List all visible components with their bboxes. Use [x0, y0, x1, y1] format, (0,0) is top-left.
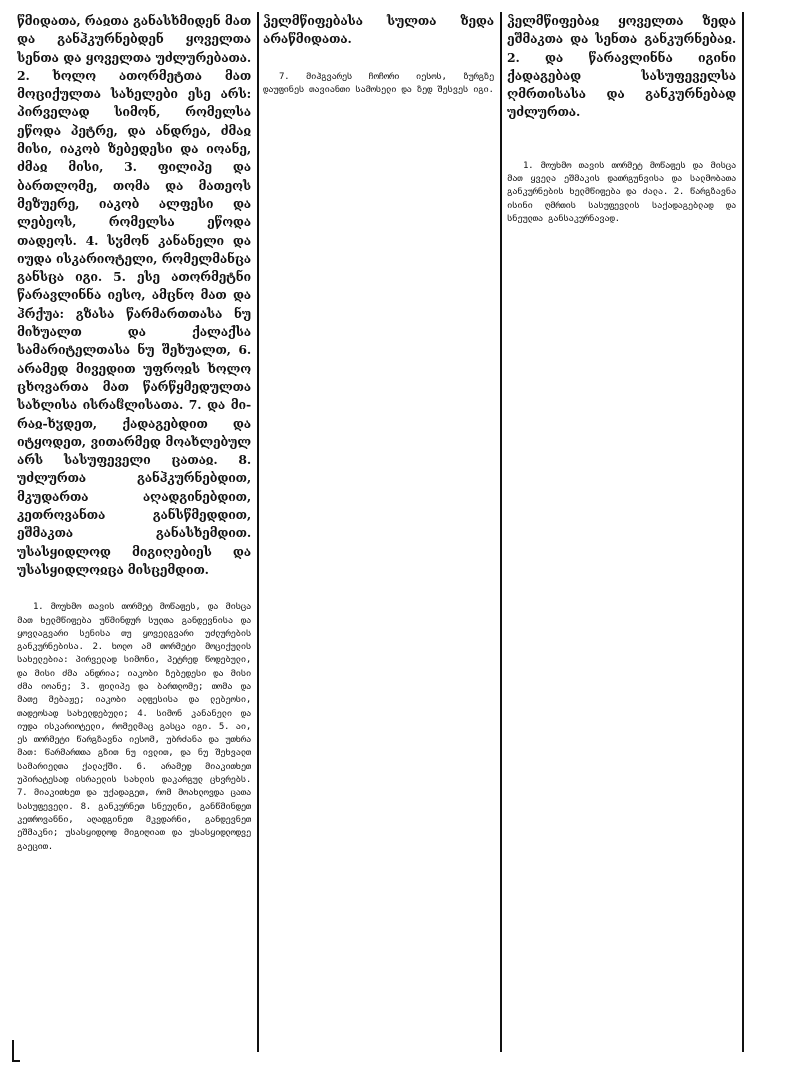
column-3: [507, 12, 736, 1052]
column-1: [17, 12, 251, 1052]
column-2-note-text: 7. მიჰგვარეს ჩოჩორი იესოს, ზურგზე დაუფინეს თავიანთი სამოსელი და ზედ შესვეს იგი.: [263, 71, 494, 95]
bottom-left-bracket-vertical: [12, 1040, 14, 1062]
column-1-note-text: 1. მოუხმო თავის თორმეტ მოწაფეს, და მისცა მათ ხელმწიფება უწმინდურ სულთა განდევნისა და ყოვლაგვარი სენისა თუ ყოველგვარი უძლურების განკურნებისა. 2. ხოლო ამ თორმეტი მოციქულის სახელებია: პირველად სიმონი, პეტრედ წოდებული, და მისი ძმა ანდრია; იაკობი ზებედესი და მისი ძმა იოანე; 3. ფილიპე და ბართლომე; თომა და მათე მებაჟე; იაკობი ალფესისა და ლებეოსი, თადეოსად სახელდებული; 4. სიმონ კანანელი და იუდა ისკარიოტელი, რომელმაც გასცა იგი. 5. აი, ეს თორმეტი წარგზავნა იესომ, უბრძანა და უთხრა მათ: წარმართთა გზით ნუ ივლით, და ნუ შეხვალთ სამარიელთა ქალაქში. 6. არამედ მიაკითხეთ უპირატესად ისრაელის სახლის დაკარგულ ცხვრებს. 7. მიაკითხეთ და უქადაგეთ, რომ მოახლოვდა ცათა სასუფეველი. 8. განკურნეთ სნეულნი, განწმინდეთ კეთროვანნი, აღადგინეთ მკვდარნი, განდევნეთ ეშმაკნი; უსასყიდლოდ მიგიღიათ და უსასყიდლოდვე გაეცით.: [17, 602, 251, 852]
bottom-left-bracket-horizontal: [12, 1060, 20, 1062]
column-1-main-text: წმიდათა, რაჲთა განასხმიდენ მათ და განჰკურნებდენ ყოველთა სენთა და ყოველთა უძლურებათა. 2. ხოლო ათორმეტთა მათ მოციქულთა სახელები ესე არს: პირველად სიმონ, რომელსა ეწოდა პეტრე, და ანდრეა, ძმაჲ მისი, იაკობ ზებედესი და იოანე, ძმაჲ მისი, 3. ფილიპე და ბართლომე, თომა და მათეოს მეზუერე, იაკობ ალფესი და ლებეოს, რომელსა ეწოდა თადეოს. 4. სჳმონ კანანელი და იუდა ისკარიოტელი, რომელმანცა განსცა იგი. 5. ესე ათორმეტნი წარავლინნა იესო, ამცნო მათ და ჰრქუა: გზასა წარმართთასა ნუ მიხუალთ და ქალაქსა სამარიტელთასა ნუ შეხუალთ, 6. არამედ მივედით უფროჲს ხოლო ცხოვართა მათ წარწყმედულთა სახლისა ისრაჱლისათა. 7. და მი-რაჲ-ხჳდეთ, ქადაგებდით და იტყოდეთ, ვითარმედ მოახლებულ არს სასუფეველი ცათაჲ. 8. უძლურთა განჰკურნებდით, მკუდართა აღადგინებდით, კეთროვანთა განსწმედდით, ეშმაკთა განასხემდით. უსასყიდლოდ მიგიღებიეს და უსასყიდლოჲცა მისცემდით.: [17, 13, 251, 577]
column-2: [263, 12, 494, 1052]
column-2-main-text: ჴელმწიფებასა სულთა ზედა არაწმიდათა.: [263, 13, 494, 47]
column-rule-2: [500, 12, 502, 1052]
column-rule-3: [742, 12, 744, 1052]
column-rule-1: [257, 12, 259, 1052]
column-3-main-text: ჴელმწიფებაჲ ყოველთა ზედა ეშმაკთა და სენთა განკურნებაჲ. 2. და წარავლინნა იგინი ქადაგებად სასუფეველსა ღმრთისასა და განკურნებად უძლურთა.: [507, 13, 736, 120]
column-3-note-text: 1. მოუხმო თავის თორმეტ მოწაფეს და მისცა მათ ყველა ეშმაკის დათრგუნვისა და სალმობათა განკურნების ხელმწიფება და ძალა. 2. წარგზავნა ისინი ღმრთის სასუფევლის საქადაგებლად და სნეულთა განსაკურნავად.: [507, 160, 736, 224]
